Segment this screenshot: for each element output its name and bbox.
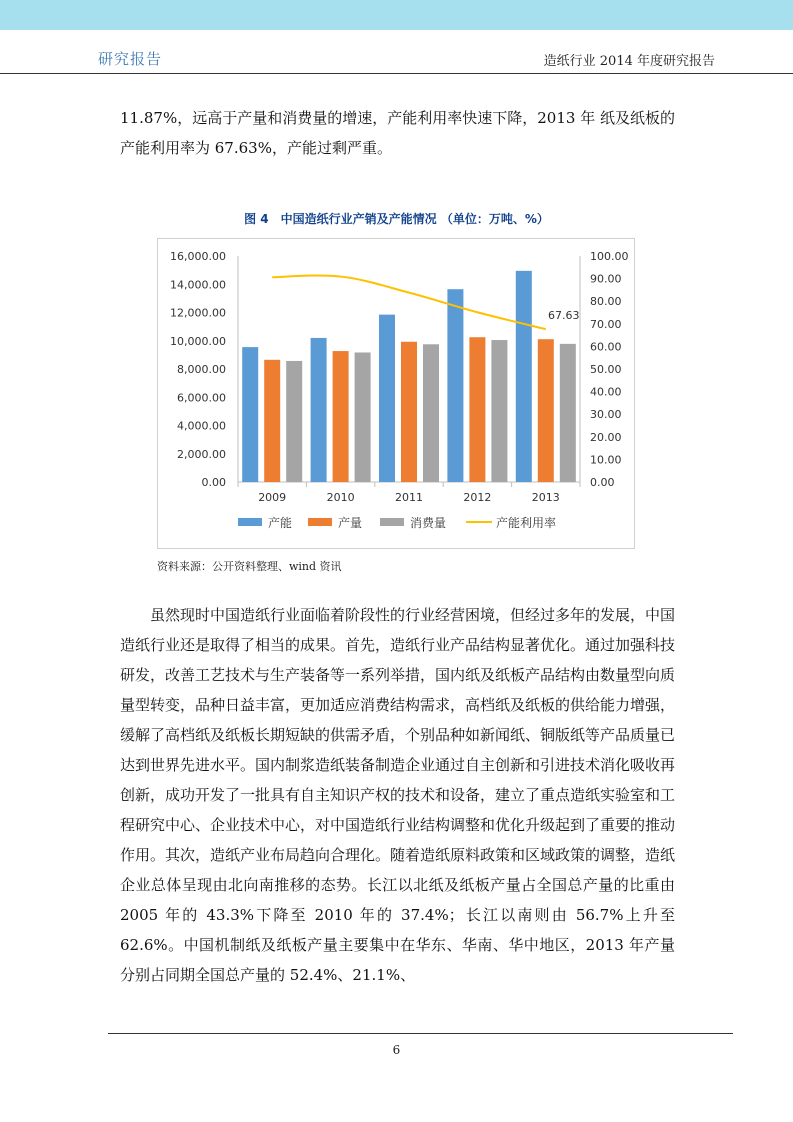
bar-产能-2012 <box>447 289 463 482</box>
right-tick-label: 40.00 <box>590 385 622 399</box>
data-label-capacity-utilization: 67.63 <box>548 309 580 323</box>
bar-产能-2009 <box>242 347 258 482</box>
right-tick-label: 90.00 <box>590 272 622 286</box>
right-tick-label: 100.00 <box>590 250 629 263</box>
right-tick-label: 30.00 <box>590 408 622 422</box>
right-tick-label: 0.00 <box>590 476 615 489</box>
x-tick-label: 2009 <box>258 491 287 504</box>
bar-消费量-2011 <box>423 344 439 482</box>
line-产能利用率 <box>272 275 546 329</box>
intro-paragraph: 11.87%，远高于产量和消费量的增速，产能利用率快速下降，2013 年 纸及纸板的产能利用率为 67.63%，产能过剩严重。 <box>120 109 675 157</box>
legend-label-消费量: 消费量 <box>410 516 447 530</box>
bar-产量-2012 <box>469 337 485 482</box>
left-tick-label: 0.00 <box>201 476 226 489</box>
figure-title: 图 4 中国造纸行业产销及产能情况 （单位：万吨、%） <box>244 212 549 226</box>
legend-label-产量: 产量 <box>338 516 363 530</box>
header-report-label: 研究报告 <box>98 50 163 68</box>
bar-消费量-2009 <box>286 361 302 482</box>
chart-container <box>157 238 635 549</box>
right-tick-label: 60.00 <box>590 340 622 354</box>
right-tick-label: 50.00 <box>590 363 622 376</box>
left-tick-label: 16,000.00 <box>170 250 226 263</box>
left-tick-label: 14,000.00 <box>170 278 226 292</box>
figure-source: 资料来源：公开资料整理、wind 资讯 <box>157 560 342 573</box>
left-tick-label: 10,000.00 <box>170 334 226 348</box>
x-tick-label: 2011 <box>395 491 423 504</box>
footer-divider <box>108 1033 733 1034</box>
legend-swatch-产量 <box>308 518 332 526</box>
header-document-title: 造纸行业 2014 年度研究报告 <box>543 54 715 69</box>
left-tick-label: 2,000.00 <box>177 447 226 461</box>
x-tick-label: 2012 <box>463 491 492 504</box>
bar-消费量-2013 <box>560 344 576 482</box>
legend-label-产能: 产能 <box>268 516 293 530</box>
bar-产量-2011 <box>401 342 417 482</box>
body-paragraph: 虽然现时中国造纸行业面临着阶段性的行业经营困境，但经过多年的发展，中国造纸行业还是取得了相当的成果。首先，造纸行业产品结构显著优化。通过加强科技研发，改善工艺技术与生产装备等一系列举措，国内纸及纸板产品结构由数量型向质量型转变，品种日益丰富，更加适应消费结构需求，高档纸及纸板的供给能力增强，缓解了高档纸及纸板长期短缺的供需矛盾，个别品种如新闻纸、铜版纸等产品质量已达到世界先进水平。国内制浆造纸装备制造企业通过自主创新和引进技术消化吸收再创新，成功开发了一批具有自主知识产权的技术和设备，建立了重点造纸实验室和工程研究中心、企业技术中心，对中国造纸行业结构调整和优化升级起到了重要的推动作用。其次，造纸产业布局趋向合理化。随着造纸原料政策和区域政策的调整，造纸企业总体呈现由北向南推移的态势。长江以北纸及纸板产量占全国总产量的比重由 2005 年的 43.3%下降至 2010 年的 37.4%；长江以南则由 56.7%上升至 62.6%。中国机制纸及纸板产量主要集中在华东、华南、华中地区，2013 年产量分别占同期全国总产量的 52.4%、21.1%、 <box>120 606 676 984</box>
x-tick-label: 2010 <box>326 491 355 504</box>
top-color-band <box>0 0 793 30</box>
bar-消费量-2010 <box>355 352 371 482</box>
left-tick-label: 8,000.00 <box>177 363 226 376</box>
legend-swatch-消费量 <box>380 518 404 526</box>
page-number: 6 <box>392 1043 401 1057</box>
right-tick-label: 80.00 <box>590 295 622 309</box>
chart-svg <box>158 239 634 548</box>
legend-label-产能利用率: 产能利用率 <box>496 516 557 530</box>
x-tick-label: 2013 <box>531 491 560 504</box>
bar-产能-2011 <box>379 315 395 482</box>
legend-swatch-产能 <box>238 518 262 526</box>
left-tick-label: 4,000.00 <box>177 419 226 433</box>
bar-产能-2010 <box>311 338 327 482</box>
right-tick-label: 10.00 <box>590 453 622 467</box>
bar-产能-2013 <box>516 271 532 482</box>
left-tick-label: 12,000.00 <box>170 306 226 320</box>
left-tick-label: 6,000.00 <box>177 391 226 405</box>
header-divider <box>0 73 793 74</box>
bar-产量-2013 <box>538 339 554 482</box>
right-tick-label: 70.00 <box>590 317 622 331</box>
bar-消费量-2012 <box>491 340 507 482</box>
bar-产量-2010 <box>333 351 349 482</box>
right-tick-label: 20.00 <box>590 430 622 444</box>
page-header <box>0 30 793 74</box>
bar-产量-2009 <box>264 360 280 482</box>
